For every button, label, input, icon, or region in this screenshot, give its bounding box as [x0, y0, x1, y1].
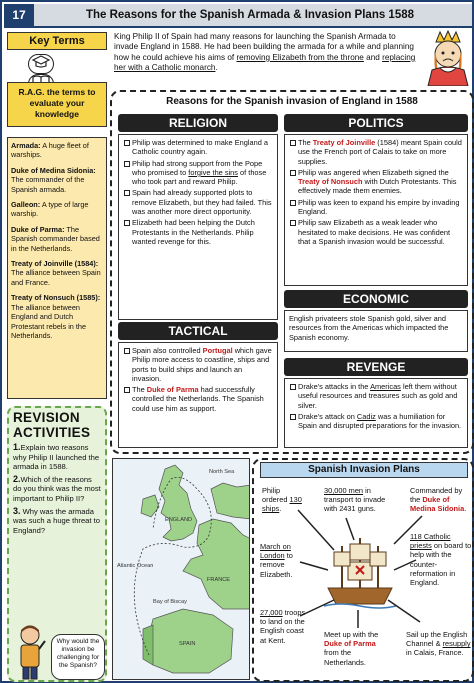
key-terms-heading: Key Terms	[7, 32, 107, 50]
list-item: The Treaty of Joinville (1584) meant Spain could use the French port of Calais to take on more supplies.	[289, 138, 463, 166]
page-title: The Reasons for the Spanish Armada & Invasion Plans 1588	[85, 9, 415, 21]
economic-box: English privateers stole Spanish gold, silver and resources from the Americas which impacted the Spanish economy.	[284, 310, 468, 352]
reasons-section	[110, 90, 474, 454]
header-bar	[4, 4, 472, 28]
list-item: Elizabeth had been helping the Dutch Protestants in the Netherlands. Philip wanted revenge for this.	[123, 218, 273, 246]
list-item: Philip was keen to expand his empire by invading England.	[289, 198, 463, 217]
religion-box	[118, 134, 278, 320]
list-item: Philip was determined to make England a Catholic country again.	[123, 138, 273, 157]
graduation-cap-icon	[28, 54, 54, 74]
key-terms-icons	[28, 54, 88, 76]
plans-title: Spanish Invasion Plans	[260, 462, 468, 478]
map-label-north-sea: North Sea	[209, 469, 235, 475]
list-item: Philip was angered when Elizabeth signed the Treaty of Nonsuch with Dutch Protestants. This effectively made them enemies.	[289, 168, 463, 196]
student-illustration-icon	[12, 623, 48, 681]
revision-question: 3. Why was the armada was such a huge threat to England?	[13, 505, 100, 535]
list-item: The Duke of Parma had successfully controlled the Netherlands. The Spanish could use him as support.	[123, 385, 273, 413]
key-terms-list	[7, 137, 107, 399]
list-item: Spain had already supported plots to remove Elizabeth, but they had failed. This was another more direct opportunity.	[123, 188, 273, 216]
term-item: Treaty of Nonsuch (1585): The alliance between England and Dutch Protestant rebels in the Netherlands.	[11, 293, 101, 340]
tactical-heading: TACTICAL	[118, 322, 278, 340]
map-label-biscay: Bay of Biscay	[153, 599, 187, 605]
map-label-spain: SPAIN	[179, 641, 196, 647]
plan-priests: 118 Catholic priests on board to help with the counter-reformation in England.	[410, 532, 472, 588]
revision-activities	[7, 406, 107, 682]
armada-route-map	[112, 458, 250, 680]
list-item: Philip had strong support from the Pope who promised to forgive the sins of those who took part and reward Philip.	[123, 159, 273, 187]
plan-ships: Philip ordered 130 ships.	[262, 486, 302, 514]
plan-troops: 27,000 troops to land on the English coast at Kent.	[260, 608, 306, 645]
list-item: Philip saw Elizabeth as a weak leader who hesitated to make decisions. He was confident that a Spanish invasion would be successful.	[289, 218, 463, 246]
revision-question: 1.Explain two reasons why Philip II launched the armada in 1588.	[13, 442, 100, 472]
map-label-england: ENGLAND	[165, 517, 193, 523]
revision-question: 2.Which of the reasons do you think was the most important to Philip II?	[13, 473, 101, 503]
plan-parma: Meet up with the Duke of Parma from the Netherlands.	[324, 630, 379, 667]
list-item: Drake's attack on Cadiz was a humiliation for Spain and disrupted preparations for the invasion.	[289, 412, 463, 431]
revenge-heading: REVENGE	[284, 358, 468, 376]
tactical-box	[118, 342, 278, 448]
plan-calais: Sail up the English Channel & resupply in Calais, France.	[406, 630, 471, 658]
queen-elizabeth-icon	[424, 30, 472, 86]
revenge-box	[284, 378, 468, 448]
invasion-plans-section	[252, 458, 474, 682]
map-label-atlantic: Atlantic Ocean	[117, 563, 154, 569]
economic-heading: ECONOMIC	[284, 290, 468, 308]
reasons-title: Reasons for the Spanish invasion of England in 1588	[166, 96, 418, 107]
revision-title-1: REVISION	[13, 410, 80, 425]
revision-title-2: ACTIVITIES	[13, 425, 91, 440]
plan-commander: Commanded by the Duke of Medina Sidonia.	[410, 486, 467, 514]
speech-bubble: Why would the invasion be challenging for the Spanish?	[51, 634, 105, 680]
rag-instruction: R.A.G. the terms to evaluate your knowledge	[7, 82, 107, 127]
map-label-france: FRANCE	[207, 577, 230, 583]
term-item: Treaty of Joinville (1584): The alliance between Spain and France.	[11, 259, 101, 287]
list-item: Spain also controlled Portugal which gave Philip more access to coastline, ships and ports to build ships and launch an invasion.	[123, 346, 273, 383]
politics-heading: POLITICS	[284, 114, 468, 132]
term-item: Duke of Medina Sidonia: The commander of the Spanish armada.	[11, 165, 96, 194]
term-item: Galleon: A type of large warship.	[11, 200, 89, 219]
religion-heading: RELIGION	[118, 114, 278, 132]
politics-box	[284, 134, 468, 286]
page-number: 17	[4, 4, 34, 26]
intro-text: King Philip II of Spain had many reasons for launching the Spanish Armada to invade England in 1588. He had been building the armada for a while and planning how he could achieve his aims of removing Elizabeth from the throne and replacing her with a Catholic monarch.	[114, 32, 416, 73]
term-item: Duke of Parma: The Spanish commander based in the Netherlands.	[11, 224, 100, 253]
plan-london: March on London to remove Elizabeth.	[260, 542, 293, 579]
list-item: Drake's attacks in the Americas left them without useful resources and treasures such as gold and silver.	[289, 382, 463, 410]
term-item: Armada: A huge fleet of warships.	[11, 141, 89, 160]
plan-men: 30,000 men in transport to invade with 2431 guns.	[324, 486, 386, 514]
